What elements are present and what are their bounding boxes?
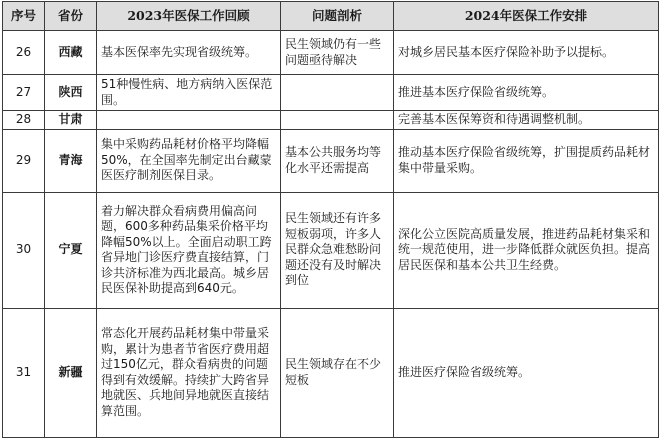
issues-cell — [281, 75, 394, 111]
table-row — [3, 75, 659, 111]
seq-cell: 31 — [3, 308, 45, 437]
plan-2024-cell: 完善基本医保筹资和待遇调整机制。 — [394, 111, 659, 130]
seq-cell: 28 — [3, 111, 45, 130]
table-row — [3, 308, 659, 437]
table-row — [3, 111, 659, 130]
seq-cell: 29 — [3, 129, 45, 192]
province-cell: 青海 — [45, 129, 97, 192]
seq-cell: 27 — [3, 75, 45, 111]
province-cell: 西藏 — [45, 31, 97, 75]
work-2023-cell: 基本医保率先实现省级统筹。 — [97, 31, 281, 75]
issues-cell — [281, 111, 394, 130]
table-row — [3, 192, 659, 308]
province-cell: 陕西 — [45, 75, 97, 111]
plan-2024-cell: 深化公立医院高质量发展，推进药品耗材集采和统一规范使用，进一步降低群众就医负担。提高居民医保和基本公共卫生经费。 — [394, 192, 659, 308]
work-2023-cell: 常态化开展药品耗材集中带量采购，累计为患者节省医疗费用超过150亿元，群众看病贵的问题得到有效缓解。持续扩大跨省异地就医、兵地间异地就医直接结算范围。 — [97, 308, 281, 437]
province-cell: 新疆 — [45, 308, 97, 437]
header-province: 省份 — [45, 2, 97, 31]
issues-cell: 民生领域还有许多短板弱项，许多人民群众急难愁盼问题还没有及时解决到位 — [281, 192, 394, 308]
header-seq: 序号 — [3, 2, 45, 31]
issues-cell: 民生领域存在不少短板 — [281, 308, 394, 437]
header-plan-2024: 2024年医保工作安排 — [394, 2, 659, 31]
work-2023-cell: 51种慢性病、地方病纳入医保范围。 — [97, 75, 281, 111]
plan-2024-cell: 推动基本医疗保险省级统筹，扩围提质药品耗材集中带量采购。 — [394, 129, 659, 192]
province-cell: 甘肃 — [45, 111, 97, 130]
plan-2024-cell: 对城乡居民基本医疗保险补助予以提标。 — [394, 31, 659, 75]
plan-2024-cell: 推进基本医疗保险省级统筹。 — [394, 75, 659, 111]
province-cell: 宁夏 — [45, 192, 97, 308]
header-row — [3, 2, 659, 31]
table-row — [3, 129, 659, 192]
header-issues: 问题剖析 — [281, 2, 394, 31]
header-work-2023: 2023年医保工作回顾 — [97, 2, 281, 31]
work-2023-cell: 集中采购药品耗材价格平均降幅50%，在全国率先制定出台藏蒙医医疗制剂医保目录。 — [97, 129, 281, 192]
issues-cell: 民生领域仍有一些问题亟待解决 — [281, 31, 394, 75]
issues-cell: 基本公共服务均等化水平还需提高 — [281, 129, 394, 192]
work-2023-cell — [97, 111, 281, 130]
work-2023-cell: 着力解决群众看病费用偏高问题，600多种药品集采价格平均降幅50%以上。全面启动职工跨省异地门诊医疗费直接结算，门诊共济标准为西北最高。城乡居民医保补助提高到640元。 — [97, 192, 281, 308]
table-row — [3, 31, 659, 75]
medical-insurance-table — [2, 1, 659, 438]
seq-cell: 30 — [3, 192, 45, 308]
plan-2024-cell: 推进医疗保险省级统筹。 — [394, 308, 659, 437]
seq-cell: 26 — [3, 31, 45, 75]
